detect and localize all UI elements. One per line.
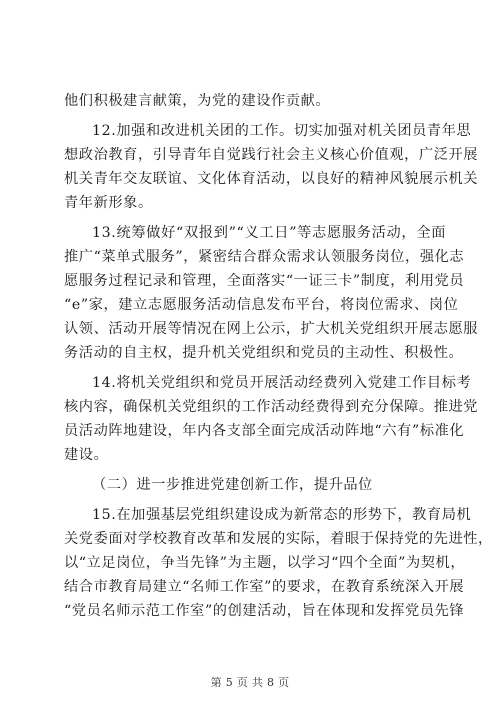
text-line: 推广“菜单式服务”，紧密结合群众需求认领服务岗位，强化志	[64, 249, 465, 265]
text-line: 建设。	[64, 447, 109, 463]
text-line: 认领、活动开展等情况在网上公示，扩大机关党组织开展志愿服	[64, 321, 479, 337]
text-line: 愿服务过程记录和管理，全面落实“一证三卡”制度，利用党员	[64, 273, 465, 289]
paragraph-14-line: 14.将机关党组织和党员开展活动经费列入党建工作目标考	[92, 375, 472, 391]
text-line: 以“立足岗位，争当先锋”为主题，以学习“四个全面”为契机，	[64, 555, 466, 571]
text-line: 他们积极建言献策，为党的建设作贡献。	[64, 93, 331, 109]
section-heading: （二）进一步推进党建创新工作，提升品位	[92, 477, 373, 493]
text-line: 结合市教育局建立“名师工作室”的要求，在教育系统深入开展	[64, 579, 465, 595]
text-line: “党员名师示范工作室”的创建活动，旨在体现和发挥党员先锋	[64, 603, 465, 619]
paragraph-12-line: 12.加强和改进机关团的工作。切实加强对机关团员青年思	[92, 123, 472, 139]
text-line: 务活动的自主权，提升机关党组织和党员的主动性、积极性。	[64, 345, 464, 361]
page-number-footer: 第 5 页 共 8 页	[210, 676, 290, 689]
text-line: 员活动阵地建设，年内各支部全面完成活动阵地“六有”标准化	[64, 423, 465, 439]
text-line: “e”家，建立志愿服务活动信息发布平台，将岗位需求、岗位	[64, 297, 459, 313]
paragraph-15-line: 15.在加强基层党组织建设成为新常态的形势下，教育局机	[92, 507, 472, 523]
text-line: 机关青年交友联谊、文化体育活动，以良好的精神风貌展示机关	[64, 171, 479, 187]
text-line: 关党委面对学校教育改革和发展的实际，着眼于保持党的先进性，	[64, 531, 493, 547]
text-line: 核内容，确保机关党组织的工作活动经费得到充分保障。推进党	[64, 399, 479, 415]
text-line: 想政治教育，引导青年自觉践行社会主义核心价值观，广泛开展	[64, 147, 479, 163]
text-line: 青年新形象。	[64, 195, 153, 211]
paragraph-13-line: 13.统筹做好“双报到”“义工日”等志愿服务活动，全面	[92, 225, 446, 241]
